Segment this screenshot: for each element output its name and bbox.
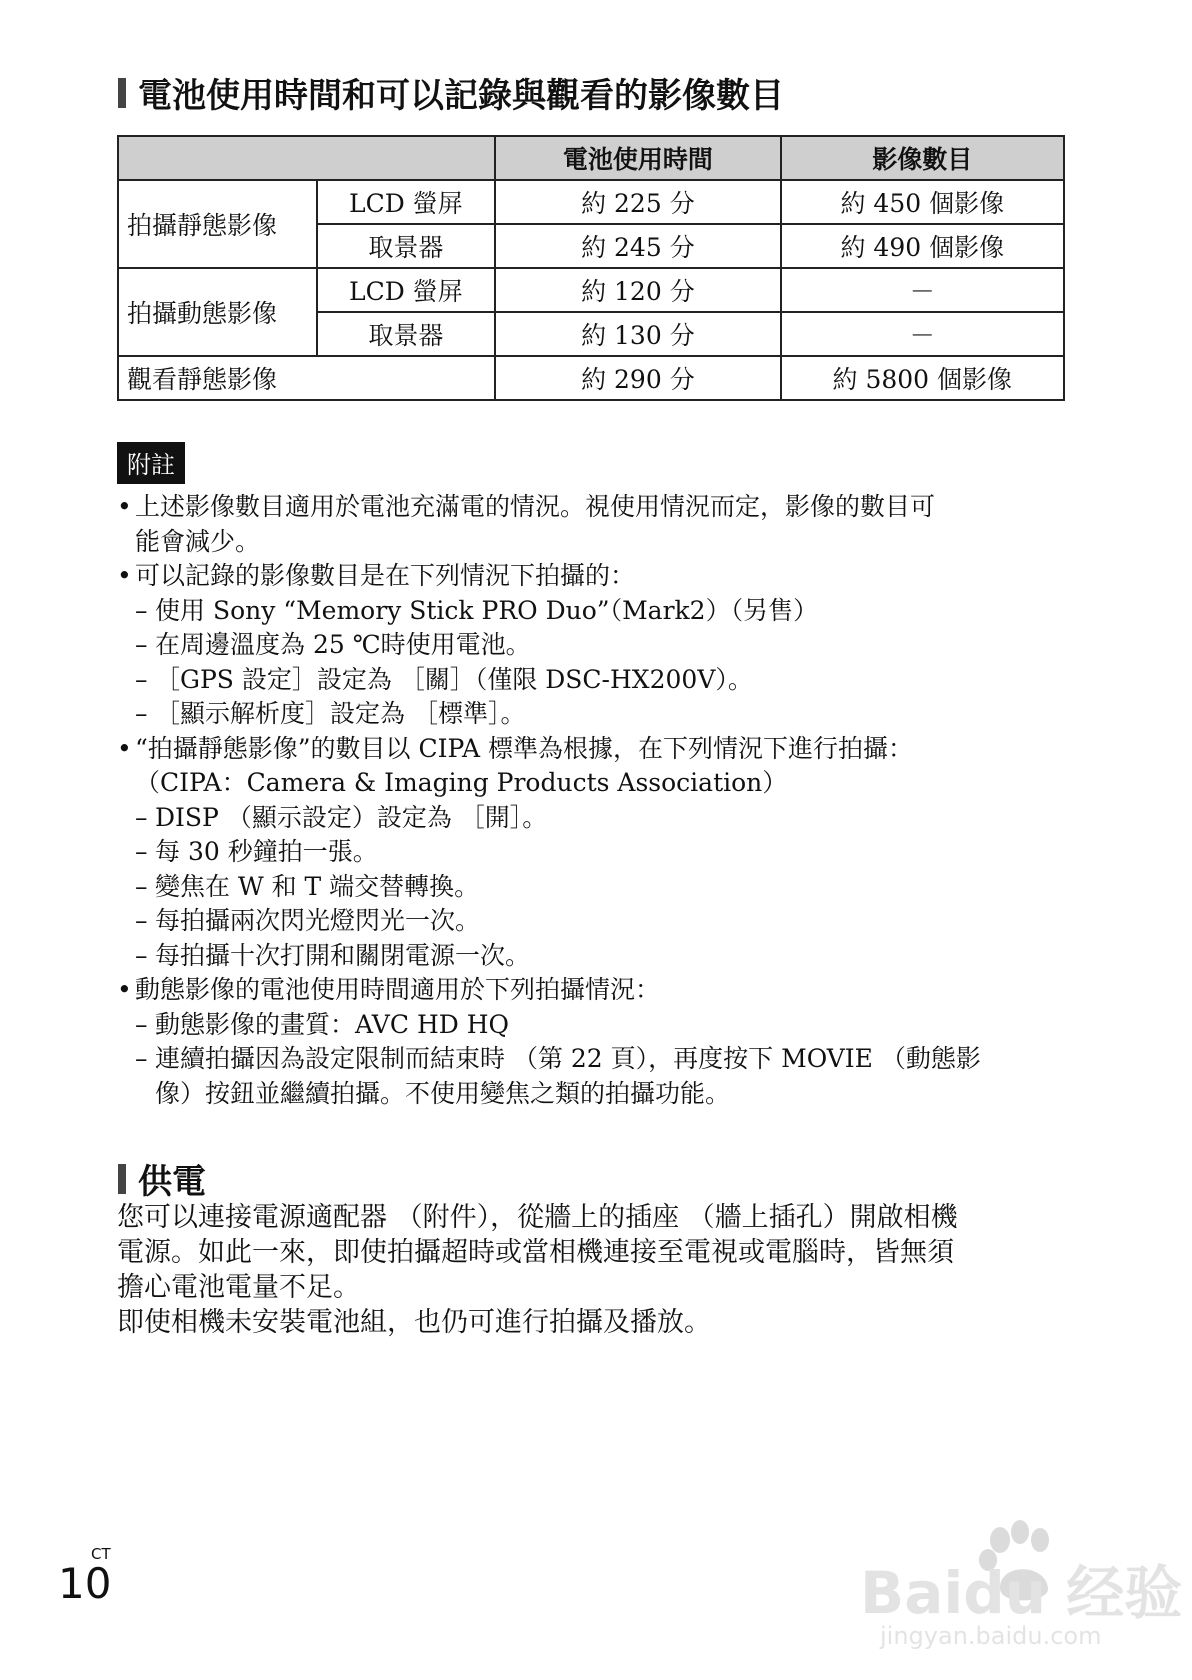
row-time: 約 120 分: [495, 268, 780, 312]
dash-icon: –: [135, 802, 148, 832]
sub-item: [117, 835, 1077, 870]
table-header-row: [118, 136, 1064, 180]
notes-list: [117, 490, 1077, 1111]
section-title-power: [118, 1154, 206, 1203]
sub-text: 變焦在 W 和 T 端交替轉換。: [155, 871, 480, 901]
sub-text: 每 30 秒鐘拍一張。: [155, 837, 378, 866]
dash-icon: –: [135, 906, 148, 935]
row-count: 約 450 個影像: [781, 180, 1064, 224]
list-item: [117, 973, 1077, 1008]
sub-text: ［GPS 設定］設定為 ［關］（僅限 DSC-HX200V）。: [155, 664, 753, 694]
page-number: [58, 1545, 111, 1608]
dash-icon: –: [135, 940, 148, 970]
sub-item-continuation: 像）按鈕並繼續拍攝。不使用變焦之類的拍攝功能。: [155, 1078, 731, 1108]
note-text: 動態影像的電池使用時間適用於下列拍攝情況：: [135, 975, 661, 1004]
list-item: [117, 732, 1077, 767]
row-time: 約 245 分: [495, 224, 780, 268]
power-paragraph: [117, 1200, 1077, 1340]
sub-text: 連續拍攝因為設定限制而結束時 （第 22 頁），再度按下 MOVIE （動態影: [155, 1044, 981, 1073]
note-text: 上述影像數目適用於電池充滿電的情況。視使用情況而定，影像的數目可: [135, 492, 936, 521]
bullet-icon: •: [117, 733, 132, 763]
table-row: [118, 180, 1064, 224]
sub-text: 動態影像的畫質：AVC HD HQ: [155, 1009, 510, 1039]
power-line: 您可以連接電源適配器 （附件），從牆上的插座 （牆上插孔）開啟相機: [117, 1202, 958, 1233]
sub-text: 每拍攝十次打開和關閉電源一次。: [155, 940, 531, 970]
sub-text: 在周邊溫度為 25 ℃時使用電池。: [155, 630, 531, 659]
row-mode: 取景器: [317, 312, 496, 356]
row-group-label: 拍攝動態影像: [118, 268, 317, 356]
note-continuation: （CIPA：Camera & Imaging Products Association）: [135, 768, 788, 797]
note-label: 附註: [117, 442, 185, 484]
dash-icon: –: [135, 871, 148, 901]
sub-item: [117, 628, 1077, 663]
page-number-value: 10: [58, 1559, 112, 1608]
table-header-count: 影像數目: [781, 136, 1064, 180]
sub-item: [117, 697, 1077, 732]
row-mode: LCD 螢屏: [317, 268, 496, 312]
sub-item: [117, 1008, 1077, 1043]
sub-item: [117, 801, 1077, 836]
title-marker: [118, 78, 126, 108]
dash-icon: –: [135, 699, 148, 728]
dash-icon: –: [135, 630, 148, 659]
bullet-icon: •: [117, 561, 132, 590]
watermark-url-text: jingyan.baidu.com: [880, 1622, 1102, 1650]
sub-item: [117, 663, 1077, 698]
row-count: 約 5800 個影像: [781, 356, 1064, 400]
note-text: “拍攝靜態影像”的數目以 CIPA 標準為根據，在下列情況下進行拍攝：: [135, 733, 914, 763]
row-mode: LCD 螢屏: [317, 180, 496, 224]
row-count: 約 490 個影像: [781, 224, 1064, 268]
battery-table: [117, 135, 1065, 401]
sub-text: 使用 Sony “Memory Stick PRO Duo”（Mark2）（另售）: [155, 595, 819, 625]
language-code: CT: [91, 1545, 111, 1563]
bullet-icon: •: [117, 492, 132, 521]
sub-item: [117, 594, 1077, 629]
note-continuation: 能會減少。: [135, 526, 261, 556]
dash-icon: –: [135, 664, 148, 694]
row-time: 約 225 分: [495, 180, 780, 224]
dash-icon: –: [135, 837, 148, 866]
sub-text: 每拍攝兩次閃光燈閃光一次。: [155, 906, 481, 935]
power-line: 電源。如此一來，即使拍攝超時或當相機連接至電視或電腦時，皆無須: [117, 1237, 954, 1268]
row-time: 約 130 分: [495, 312, 780, 356]
dash-icon: –: [135, 1044, 148, 1073]
sub-item: [117, 939, 1077, 974]
row-count: －: [781, 268, 1064, 312]
row-count: －: [781, 312, 1064, 356]
power-line: 即使相機未安裝電池組，也仍可進行拍攝及播放。: [117, 1307, 711, 1338]
row-mode: 取景器: [317, 224, 496, 268]
row-group-label: 觀看靜態影像: [118, 356, 495, 400]
row-time: 約 290 分: [495, 356, 780, 400]
sub-text: ［顯示解析度］設定為 ［標準］。: [155, 699, 526, 728]
sub-text: DISP （顯示設定）設定為 ［開］。: [155, 802, 548, 832]
section-title-battery: [118, 68, 784, 117]
dash-icon: –: [135, 1009, 148, 1039]
baidu-watermark-logo: [850, 1518, 1183, 1650]
list-item: [117, 490, 1077, 525]
watermark-brand-text: Baidu 经验: [860, 1559, 1183, 1627]
section-title-text: 電池使用時間和可以記錄與觀看的影像數目: [138, 76, 784, 116]
table-header-empty: [118, 136, 495, 180]
table-row: [118, 356, 1064, 400]
note-text: 可以記錄的影像數目是在下列情況下拍攝的：: [135, 561, 636, 590]
sub-item: [117, 1042, 1077, 1077]
table-row: [118, 268, 1064, 312]
sub-item: [117, 904, 1077, 939]
dash-icon: –: [135, 595, 148, 625]
power-line: 擔心電池電量不足。: [117, 1272, 360, 1303]
list-item: [117, 559, 1077, 594]
sub-item: [117, 870, 1077, 905]
row-group-label: 拍攝靜態影像: [118, 180, 317, 268]
section-title-text: 供電: [138, 1162, 206, 1202]
bullet-icon: •: [117, 975, 132, 1004]
table-header-time: 電池使用時間: [495, 136, 780, 180]
title-marker: [118, 1164, 126, 1194]
